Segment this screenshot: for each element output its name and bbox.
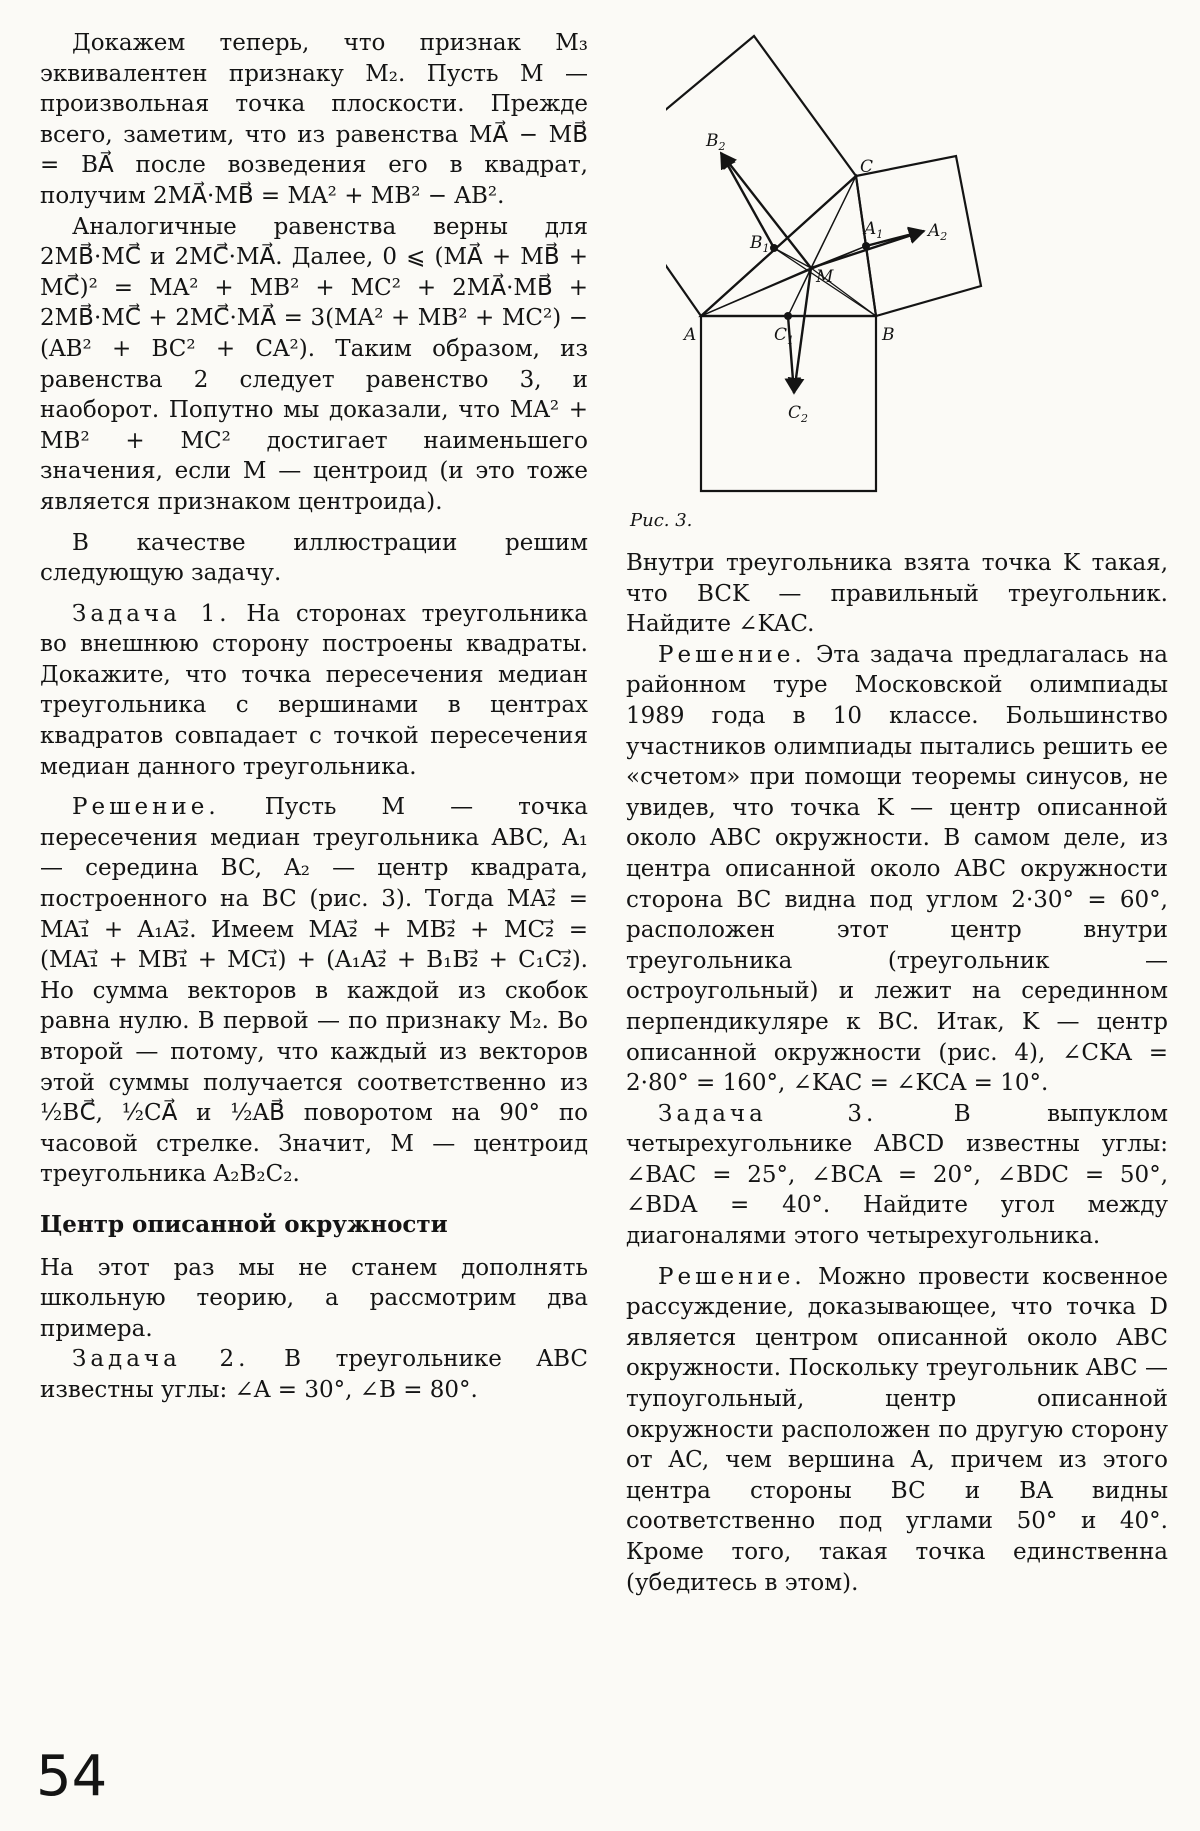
solution-1-text: Пусть M — точка пересечения медиан треугольника ABC, A₁ — середина BC, A₂ — центр квадрата, построенного на BC (рис. 3). Тогда MA₂⃗ = MA₁⃗ + A₁A₂⃗. Имеем MA₂⃗ + MB₂⃗ + MC₂⃗ = (MA₁⃗ + MB₁⃗ + MC₁⃗) + (A₁A₂⃗ + B₁B₂⃗ + C₁C₂⃗). Но сумма векторов в каждой из скобок равна нулю. В первой — по признаку M₂. Во второй — потому, что каждый из векторов этой суммы получается соответственно из ½BC⃗, ½CA⃗ и ½AB⃗ поворотом на 90° по часовой стрелке. Значит, M — центроид треугольника A₂B₂C₂. (40, 794, 588, 1188)
solution-1 (40, 792, 588, 1190)
label-c1: $C_1$ (774, 325, 795, 347)
triangle-abc (701, 176, 876, 316)
task-2-text: В треугольнике ABC известны углы: ∠A = 30°, ∠B = 80°. (40, 1346, 589, 1403)
figure-caption: Рис. 3. (630, 510, 693, 531)
paragraph-similar-equalities: Аналогичные равенства верны для 2MB⃗·MC⃗ и 2MC⃗·MA⃗. Далее, 0 ⩽ (MA⃗ + MB⃗ + MC⃗)² = MA² + MB² + MC² + 2MA⃗·MB⃗ + 2MB⃗·MC⃗ + 2MC⃗·MA⃗ = 3(MA² + MB² + MC²) − (AB² + BC² + CA²). Таким образом, из равенства 2 следует равенство 3, и наоборот. Попутно мы доказали, что MA² + MB² + MC² достигает наименьшего значения, если M — центроид (и это тоже является признаком центроида). (40, 213, 588, 515)
figure-3-diagram (666, 28, 1166, 508)
solution-3-text: Можно провести косвенное рассуждение, доказывающее, что точка D является центром описанной около ABC окружности. Поскольку треугольник ABC — тупоугольный, центр описанной окружности расположен по другую сторону от AC, чем вершина A, причем из этого центра стороны BC и BA видны соответственно под углами 50° и 40°. Кроме того, такая точка единственна (убедитесь в этом). (626, 1263, 1169, 1596)
task-2-label: Задача 2. (72, 1346, 250, 1373)
label-c: C (860, 157, 874, 177)
section-intro: На этот раз мы не станем дополнять школьную теорию, а рассмотрим два примера. (40, 1254, 588, 1342)
task-3 (626, 1099, 1168, 1252)
point-a1 (862, 242, 870, 250)
solution-3-label: Решение. (658, 1263, 806, 1290)
page-number: 54 (36, 1744, 108, 1809)
solution-1-label: Решение. (72, 794, 220, 821)
task-2-continuation: Внутри треугольника взята точка K такая, что BCK — правильный треугольник. Найдите ∠KAC. (626, 550, 1168, 638)
label-b1: $B_1$ (750, 233, 770, 255)
label-c2: $C_2$ (788, 403, 809, 425)
solution-3 (626, 1262, 1168, 1599)
section-heading: Центр описанной окружности (40, 1210, 448, 1238)
solution-2-label: Решение. (658, 641, 806, 668)
paragraph-illustration: В качестве иллюстрации решим следующую задачу. (40, 529, 588, 587)
task-1 (40, 599, 588, 783)
right-column (626, 548, 1168, 1598)
paragraph-m3-equivalence: Докажем теперь, что признак M₃ эквивалентен признаку M₂. Пусть M — произвольная точка плоскости. Прежде всего, заметим, что из равенства MA⃗ − MB⃗ = BA⃗ после возведения его в квадрат, получим 2MA⃗·MB⃗ = MA² + MB² − AB². (40, 30, 588, 209)
vector-b1-b2 (721, 153, 774, 248)
label-m: M (816, 267, 834, 287)
vector-c1-c2 (788, 316, 794, 393)
task-1-text: На сторонах треугольника во внешнюю сторону построены квадраты. Докажите, что точка пересечения медиан треугольника с вершинами в центрах квадратов совпадает с точкой пересечения медиан данного треугольника. (40, 600, 589, 780)
point-c1 (784, 312, 792, 320)
solution-2 (626, 640, 1168, 1099)
solution-2-text: Эта задача предлагалась на районном туре Московской олимпиады 1989 года в 10 классе. Большинство участников олимпиады пытались решить ее «счетом» при помощи теоремы синусов, не увидев, что точка K — центр описанной около ABC окружности. В самом деле, из центра описанной около ABC окружности сторона BC видна под углом 2·30° = 60°, расположен этот центр внутри треугольника (треугольник — остроугольный) и лежит на серединном перпендикуляре к BC. Итак, K — центр описанной окружности (рис. 4), ∠CKA = 2·80° = 160°, ∠KAC = ∠KCA = 10°. (626, 641, 1168, 1097)
label-b2: $B_2$ (706, 131, 726, 153)
task-2 (40, 1344, 588, 1405)
label-b: B (882, 325, 895, 345)
left-column (40, 28, 588, 1406)
task-1-label: Задача 1. (72, 600, 231, 627)
point-b1 (770, 244, 778, 252)
label-a: A (684, 325, 697, 345)
label-a1: $A_1$ (864, 219, 884, 241)
task-3-text: В выпуклом четырехугольнике ABCD известны углы: ∠BAC = 25°, ∠BCA = 20°, ∠BDC = 50°, ∠BDA = 40°. Найдите угол между диагоналями этого четырехугольника. (626, 1100, 1169, 1250)
task-3-label: Задача 3. (658, 1100, 878, 1127)
label-a2: $A_2$ (928, 221, 948, 243)
